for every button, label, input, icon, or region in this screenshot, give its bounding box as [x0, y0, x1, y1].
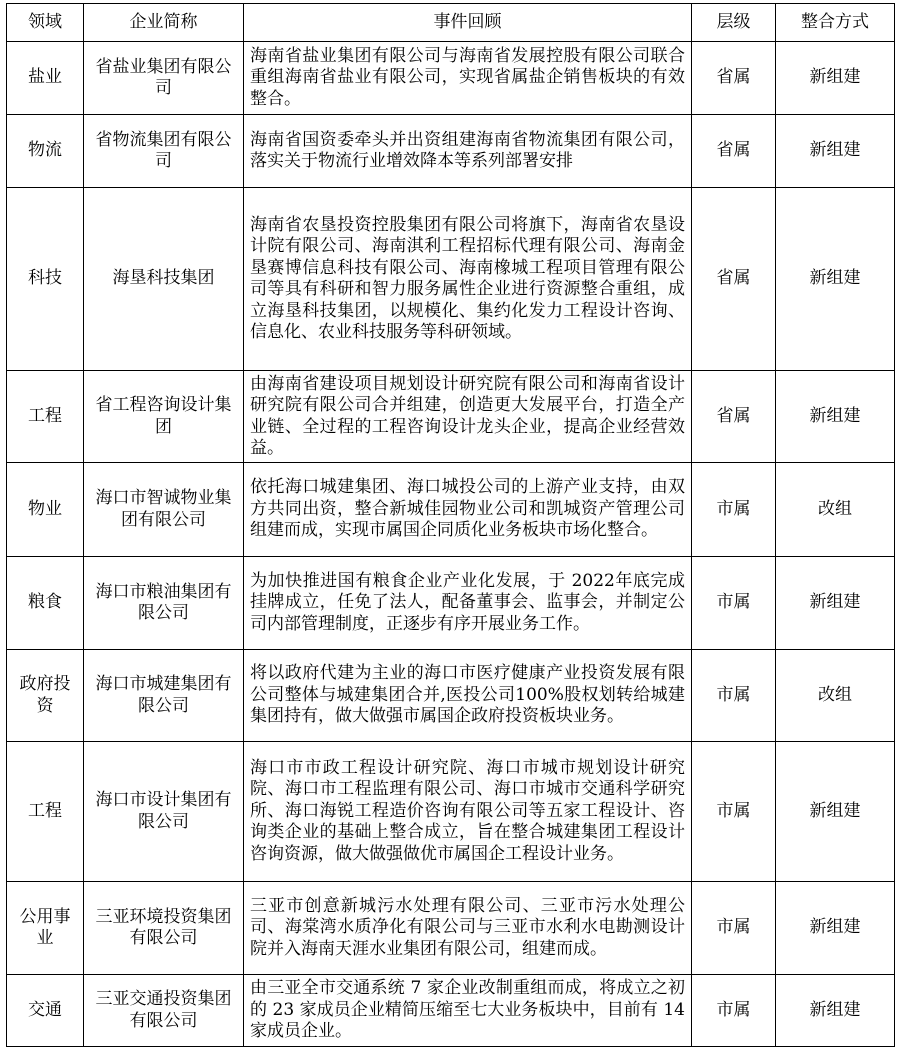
table-row — [7, 975, 895, 1047]
cell-company: 三亚交通投资集团有限公司 — [84, 975, 244, 1047]
cell-method: 新组建 — [776, 742, 895, 882]
cell-method: 改组 — [776, 650, 895, 742]
cell-level: 市属 — [692, 975, 776, 1047]
cell-company: 三亚环境投资集团有限公司 — [84, 882, 244, 975]
table-row — [7, 882, 895, 975]
cell-event: 海口市市政工程设计研究院、海口市城市规划设计研究院、海口市工程监理有限公司、海口市城市交通科学研究所、海口海锐工程造价咨询有限公司等五家工程设计、咨询类企业的基础上整合成立，旨在整合城建集团工程设计咨询资源，做大做强做优市属国企工程设计业务。 — [244, 742, 692, 882]
cell-domain: 政府投资 — [7, 650, 84, 742]
cell-event: 三亚市创意新城污水处理有限公司、三亚市污水处理公司、海棠湾水质净化有限公司与三亚市水利水电勘测设计院并入海南天涯水业集团有限公司，组建而成。 — [244, 882, 692, 975]
cell-method: 新组建 — [776, 371, 895, 463]
cell-method: 新组建 — [776, 975, 895, 1047]
cell-level: 市属 — [692, 650, 776, 742]
cell-domain: 物业 — [7, 463, 84, 557]
cell-company: 海口市城建集团有限公司 — [84, 650, 244, 742]
cell-level: 市属 — [692, 557, 776, 650]
header-level: 层级 — [692, 4, 776, 42]
table-row — [7, 650, 895, 742]
cell-event: 将以政府代建为主业的海口市医疗健康产业投资发展有限公司整体与城建集团合并,医投公司100%股权划转给城建集团持有，做大做强市属国企政府投资板块业务。 — [244, 650, 692, 742]
table-row — [7, 557, 895, 650]
cell-domain: 物流 — [7, 115, 84, 188]
cell-domain: 科技 — [7, 188, 84, 371]
cell-company: 省工程咨询设计集团 — [84, 371, 244, 463]
cell-level: 省属 — [692, 42, 776, 115]
cell-company: 海垦科技集团 — [84, 188, 244, 371]
table-row — [7, 463, 895, 557]
cell-event: 海南省国资委牵头并出资组建海南省物流集团有限公司，落实关于物流行业增效降本等系列部署安排 — [244, 115, 692, 188]
table-row — [7, 742, 895, 882]
cell-company: 海口市粮油集团有限公司 — [84, 557, 244, 650]
table-row — [7, 371, 895, 463]
cell-event: 海南省农垦投资控股集团有限公司将旗下，海南省农垦设计院有限公司、海南淇利工程招标代理有限公司、海南金垦赛博信息科技有限公司、海南橡城工程项目管理有限公司等具有科研和智力服务属性企业进行资源整合重组，成立海垦科技集团，以规模化、集约化发力工程设计咨询、信息化、农业科技服务等科研领域。 — [244, 188, 692, 371]
cell-event: 海南省盐业集团有限公司与海南省发展控股有限公司联合重组海南省盐业有限公司，实现省属盐企销售板块的有效整合。 — [244, 42, 692, 115]
cell-company: 海口市设计集团有限公司 — [84, 742, 244, 882]
cell-level: 省属 — [692, 371, 776, 463]
cell-event: 由三亚全市交通系统 7 家企业改制重组而成，将成立之初的 23 家成员企业精简压缩至七大业务板块中，目前有 14 家成员企业。 — [244, 975, 692, 1047]
cell-level: 市属 — [692, 882, 776, 975]
cell-level: 市属 — [692, 463, 776, 557]
cell-domain: 交通 — [7, 975, 84, 1047]
table-row — [7, 188, 895, 371]
cell-method: 新组建 — [776, 882, 895, 975]
cell-domain: 盐业 — [7, 42, 84, 115]
table-header-row — [7, 4, 895, 42]
cell-company: 海口市智诚物业集团有限公司 — [84, 463, 244, 557]
cell-event: 依托海口城建集团、海口城投公司的上游产业支持，由双方共同出资，整合新城佳园物业公司和凯城资产管理公司组建而成，实现市属国企同质化业务板块市场化整合。 — [244, 463, 692, 557]
header-event: 事件回顾 — [244, 4, 692, 42]
table-row — [7, 115, 895, 188]
cell-method: 新组建 — [776, 42, 895, 115]
table-row — [7, 42, 895, 115]
cell-event: 由海南省建设项目规划设计研究院有限公司和海南省设计研究院有限公司合并组建，创造更大发展平台，打造全产业链、全过程的工程咨询设计龙头企业，提高企业经营效益。 — [244, 371, 692, 463]
cell-method: 新组建 — [776, 188, 895, 371]
cell-level: 省属 — [692, 115, 776, 188]
cell-method: 新组建 — [776, 115, 895, 188]
cell-method: 新组建 — [776, 557, 895, 650]
cell-domain: 工程 — [7, 742, 84, 882]
cell-level: 市属 — [692, 742, 776, 882]
cell-level: 省属 — [692, 188, 776, 371]
integration-table — [6, 3, 895, 1047]
header-domain: 领域 — [7, 4, 84, 42]
cell-domain: 粮食 — [7, 557, 84, 650]
cell-domain: 公用事业 — [7, 882, 84, 975]
cell-event: 为加快推进国有粮食企业产业化发展，于 2022年底完成挂牌成立，任免了法人，配备董事会、监事会，并制定公司内部管理制度，正逐步有序开展业务工作。 — [244, 557, 692, 650]
cell-domain: 工程 — [7, 371, 84, 463]
header-method: 整合方式 — [776, 4, 895, 42]
cell-company: 省盐业集团有限公司 — [84, 42, 244, 115]
header-company: 企业简称 — [84, 4, 244, 42]
cell-company: 省物流集团有限公司 — [84, 115, 244, 188]
cell-method: 改组 — [776, 463, 895, 557]
